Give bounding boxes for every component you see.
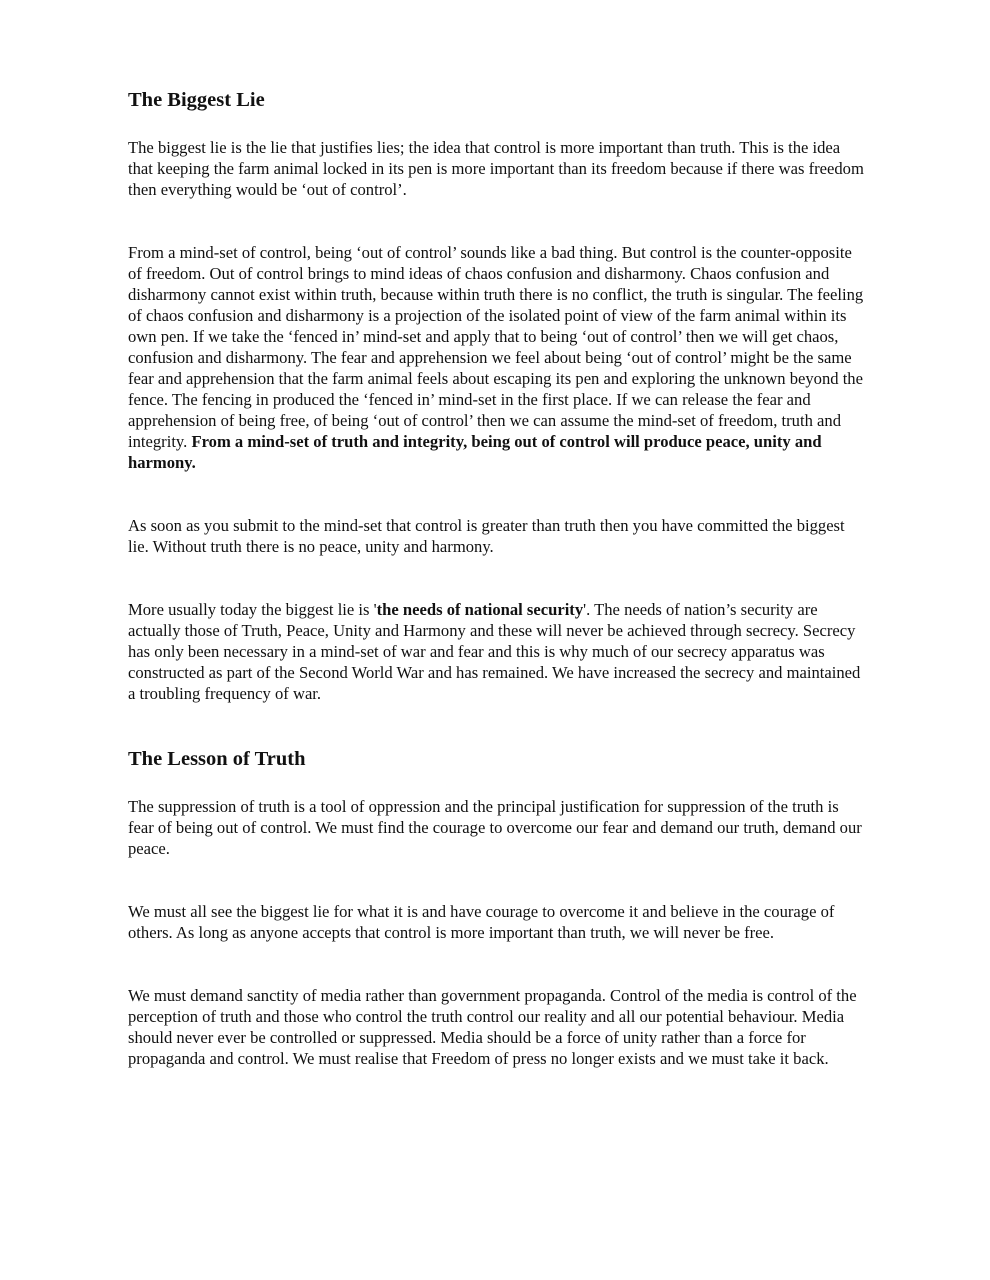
paragraph: The suppression of truth is a tool of oppression and the principal justification for suppression of the truth is fear of being out of control. We must find the courage to overcome our fear and demand our truth, demand our peace. [128,797,862,858]
document-page [128,87,868,1069]
paragraph: The biggest lie is the lie that justifies lies; the idea that control is more important than truth. This is the idea that keeping the farm animal locked in its pen is more important than its freedom because if there was freedom then everything would be ‘out of control’. [128,138,864,199]
paragraph-text: More usually today the biggest lie is ' [128,600,377,619]
paragraph-text: From a mind-set of control, being ‘out of control’ sounds like a bad thing. But control is the counter-opposite of freedom. Out of control brings to mind ideas of chaos confusion and disharmony. Chaos confusion and disharmony cannot exist within truth, because within truth there is no conflict, the truth is singular. The feeling of chaos confusion and disharmony is a projection of the isolated point of view of the farm animal within its own pen. If we take the ‘fenced in’ mind-set and apply that to being ‘out of control’ then we will get chaos, confusion and disharmony. The fear and apprehension we feel about being ‘out of control’ might be the same fear and apprehension that the farm animal feels about escaping its pen and exploring the unknown beyond the fence. The fencing in produced the ‘fenced in’ mind-set in the first place. If we can release the fear and apprehension of being free, of being ‘out of control’ then we can assume the mind-set of freedom, truth and integrity. [128,243,864,451]
section-heading-lesson-of-truth: The Lesson of Truth [128,748,306,770]
paragraph [128,242,868,473]
paragraph: As soon as you submit to the mind-set that control is greater than truth then you have committed the biggest lie. Without truth there is no peace, unity and harmony. [128,516,845,556]
paragraph: We must all see the biggest lie for what it is and have courage to overcome it and believe in the courage of others. As long as anyone accepts that control is more important than truth, we will never be free. [128,902,835,942]
bold-phrase: the needs of national security [376,600,584,619]
paragraph: We must demand sanctity of media rather than government propaganda. Control of the media is control of the perception of truth and those who control the truth control our reality and all our potential behaviour. Media should never ever be controlled or suppressed. Media should be a force of unity rather than a force for propaganda and control. We must realise that Freedom of press no longer exists and we must take it back. [128,986,857,1068]
paragraph-text: '. The needs of nation’s security are actually those of Truth, Peace, Unity and Harmony and these will never be achieved through secrecy. Secrecy has only been necessary in a mind-set of war and fear and this is why much of our secrecy apparatus was constructed as part of the Second World War and has remained. We have increased the secrecy and maintained a troubling frequency of war. [128,600,861,703]
paragraph [128,599,868,704]
bold-statement: From a mind-set of truth and integrity, being out of control will produce peace, unity and harmony. [128,432,822,472]
section-heading-biggest-lie: The Biggest Lie [128,89,265,111]
